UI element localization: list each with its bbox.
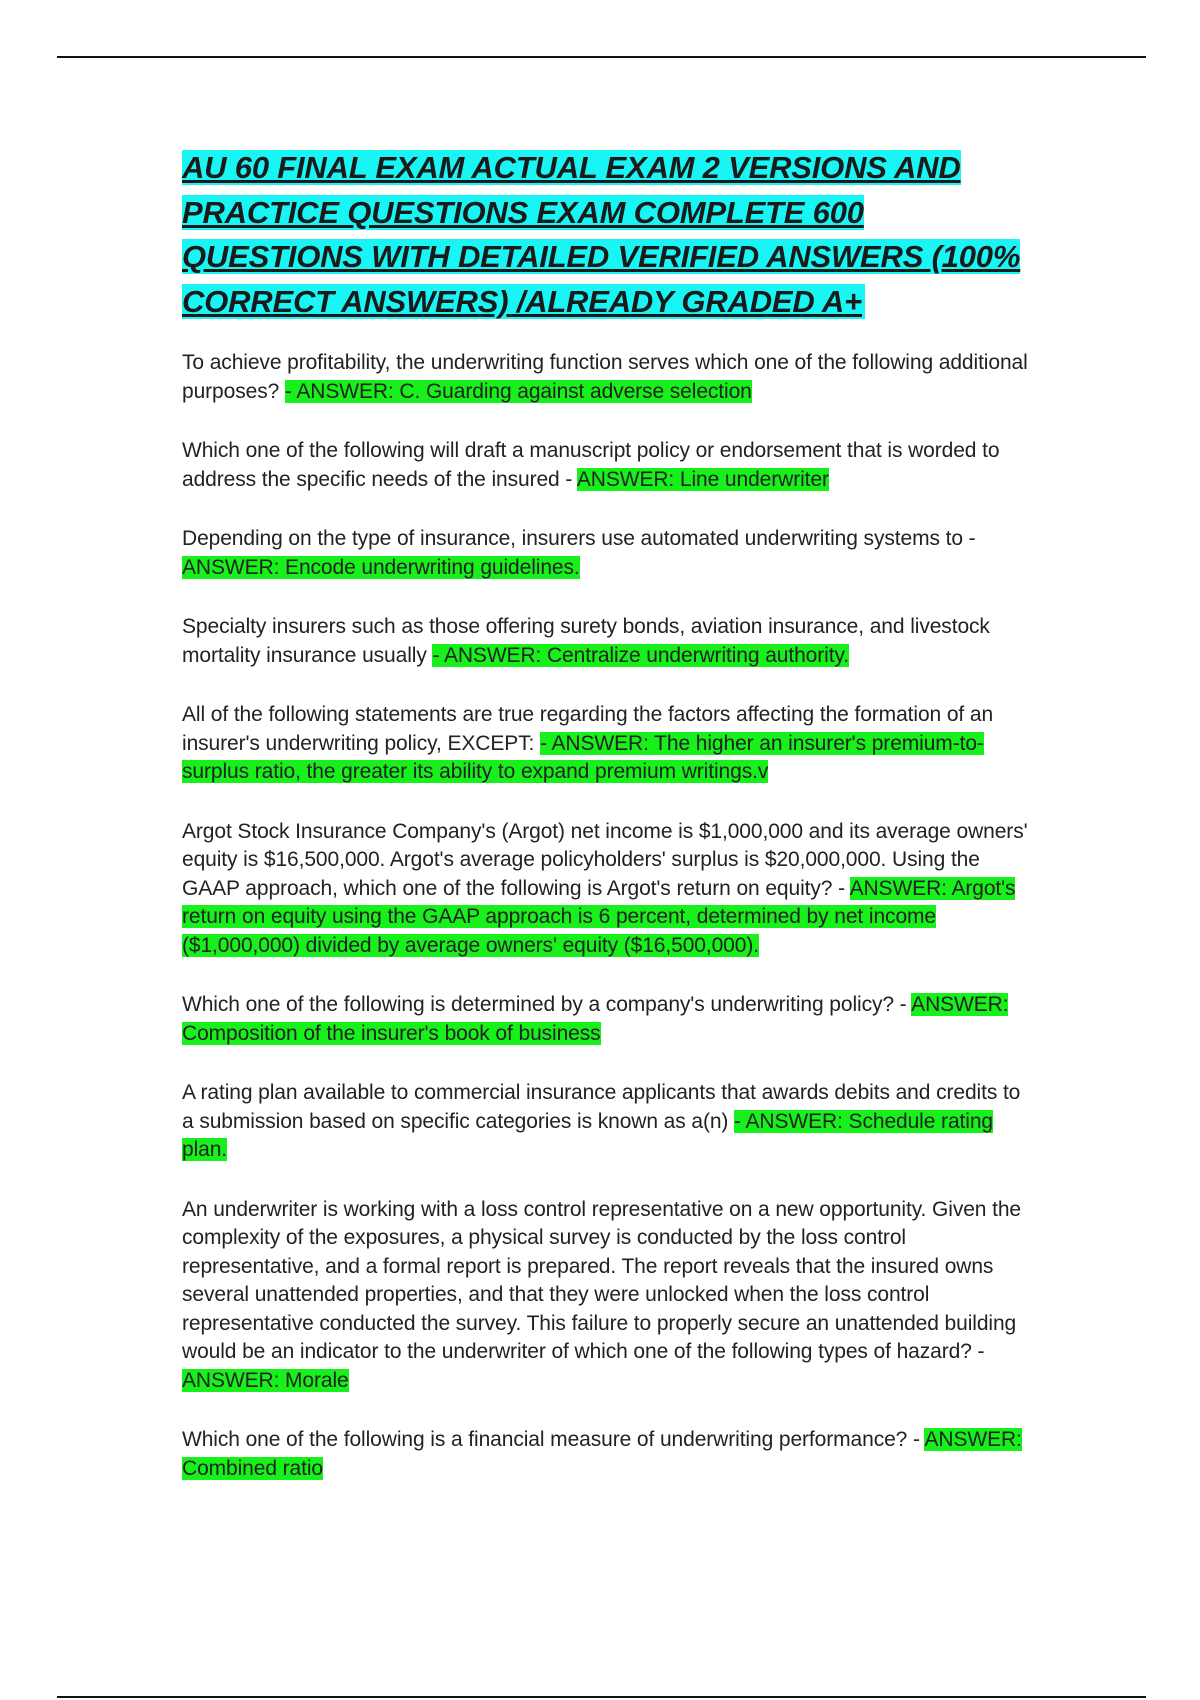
question-text: Which one of the following will draft a manuscript policy or endorsement that is worded to address the specific needs of the insured - <box>182 439 1000 491</box>
answer-text: ANSWER: Encode underwriting guidelines. <box>182 555 580 579</box>
question-text: All of the following statements are true regarding the factors affecting the formation of an insurer's underwriting policy, EXCEPT: <box>182 703 994 755</box>
question-text: Which one of the following is determined by a company's underwriting policy? - <box>182 993 912 1016</box>
qa-item <box>182 349 1032 406</box>
qa-item <box>182 1426 1032 1483</box>
answer-text: - ANSWER: Schedule rating plan. <box>182 1109 993 1161</box>
answer-text: ANSWER: Line underwriter <box>576 467 829 491</box>
answer-text: - ANSWER: The higher an insurer's premium-to-surplus ratio, the greater its ability to expand premium writings.v <box>182 731 984 783</box>
question-text: To achieve profitability, the underwriting function serves which one of the following additional purposes? <box>182 351 1028 403</box>
qa-item <box>182 525 1032 582</box>
question-text: Specialty insurers such as those offering surety bonds, aviation insurance, and livestock mortality insurance usually <box>182 615 990 667</box>
qa-item <box>182 818 1032 961</box>
document-title <box>182 146 1032 324</box>
qa-item <box>182 437 1032 494</box>
qa-item <box>182 991 1032 1048</box>
question-text: Depending on the type of insurance, insurers use automated underwriting systems to - <box>182 527 976 550</box>
header-rule <box>57 56 1146 58</box>
answer-text: ANSWER: Morale <box>182 1368 349 1392</box>
answer-text: ANSWER: Combined ratio <box>182 1428 1022 1480</box>
question-text: An underwriter is working with a loss control representative on a new opportunity. Given the complexity of the exposures, a physical survey is conducted by the loss control representative, and a formal report is prepared. The report reveals that the insured owns several unattended properties, and that they were unlocked when the loss control representative conducted the survey. This failure to properly secure an unattended building would be an indicator to the underwriter of which one of the following types of hazard? - <box>182 1197 1022 1363</box>
question-text: A rating plan available to commercial insurance applicants that awards debits and credits to a submission based on specific categories is known as a(n) <box>182 1081 1021 1133</box>
qa-item <box>182 701 1032 787</box>
title-text: AU 60 FINAL EXAM ACTUAL EXAM 2 VERSIONS AND PRACTICE QUESTIONS EXAM COMPLETE 600 QUESTIONS WITH DETAILED VERIFIED ANSWERS (100% CORRECT ANSWERS) /ALREADY GRADED A+ <box>182 150 1021 319</box>
qa-item <box>182 613 1032 670</box>
footer-rule <box>57 1696 1146 1698</box>
question-text: Argot Stock Insurance Company's (Argot) net income is $1,000,000 and its average owners' equity is $16,500,000. Argot's average policyholders' surplus is $20,000,000. Using the GAAP approach, which one of the following is Argot's return on equity? - <box>182 819 1028 900</box>
answer-text: ANSWER: Composition of the insurer's book of business <box>182 993 1009 1045</box>
qa-item <box>182 1079 1032 1165</box>
qa-item <box>182 1196 1032 1396</box>
answer-text: - ANSWER: C. Guarding against adverse selection <box>284 379 752 403</box>
document-body <box>182 146 1032 1514</box>
question-text: Which one of the following is a financial measure of underwriting performance? - <box>182 1428 925 1451</box>
answer-text: - ANSWER: Centralize underwriting authority. <box>432 643 850 667</box>
answer-text: ANSWER: Argot's return on equity using the GAAP approach is 6 percent, determined by net income ($1,000,000) divided by average owners' equity ($16,500,000). <box>182 876 1016 957</box>
